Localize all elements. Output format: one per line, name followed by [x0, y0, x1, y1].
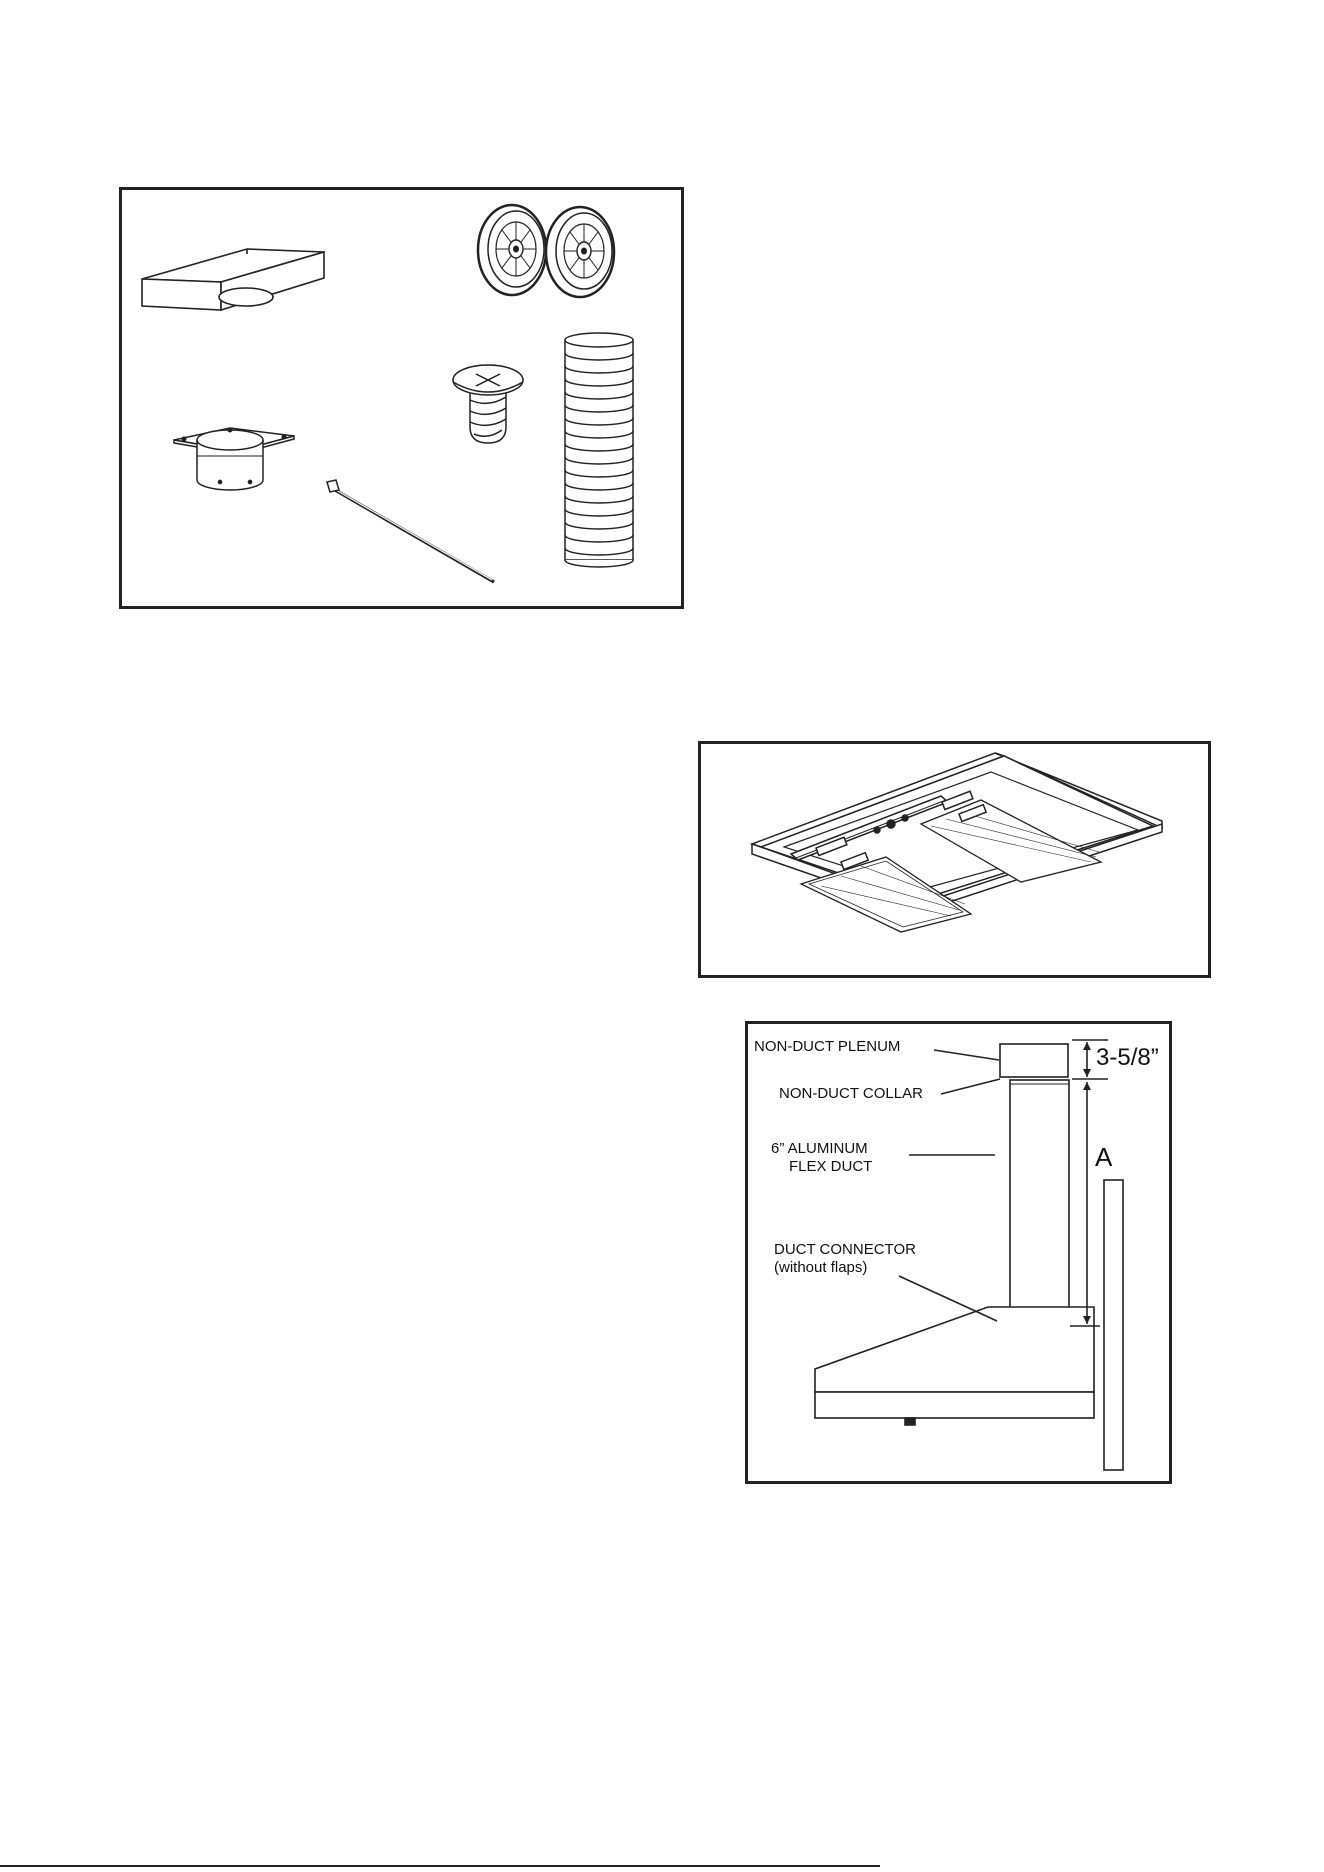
flex-duct-top: [565, 333, 633, 347]
duct-length-dimension: A: [1095, 1142, 1113, 1172]
flex-duct-label-line2: FLEX DUCT: [789, 1158, 873, 1175]
range-hood-illustration: [701, 744, 1208, 975]
charcoal-filter-icon: [546, 207, 614, 297]
charcoal-filter-icon: [478, 205, 546, 295]
parts-kit-illustration: [122, 190, 681, 606]
flex-duct-bottom: [565, 560, 633, 567]
duct-connector-label-line2: (without flaps): [774, 1259, 868, 1276]
non-duct-plenum-panel: [745, 1021, 1172, 1484]
non-duct-plenum-label: NON-DUCT PLENUM: [754, 1038, 901, 1055]
flex-duct-icon: [565, 333, 633, 567]
footer-rule: [0, 1865, 880, 1867]
flex-duct-label-line1: 6” ALUMINUM: [771, 1140, 868, 1157]
non-duct-plenum-shape: [1000, 1044, 1068, 1077]
plenum-box-icon: [142, 249, 324, 310]
non-duct-collar-label: NON-DUCT COLLAR: [779, 1085, 923, 1102]
flex-duct-shape: [1010, 1080, 1069, 1327]
screw-icon: [453, 365, 523, 443]
cable-tie-icon: [327, 480, 494, 582]
duct-connector-label-line1: DUCT CONNECTOR: [774, 1241, 916, 1258]
range-hood-panel: [698, 741, 1211, 978]
parts-kit-panel: [119, 187, 684, 609]
wall-shape: [1104, 1180, 1123, 1470]
range-hood-shape: [815, 1307, 1094, 1392]
range-hood-icon: [752, 753, 1162, 932]
plenum-height-dimension: 3-5/8”: [1096, 1044, 1159, 1071]
duct-connector-icon: [174, 428, 294, 490]
